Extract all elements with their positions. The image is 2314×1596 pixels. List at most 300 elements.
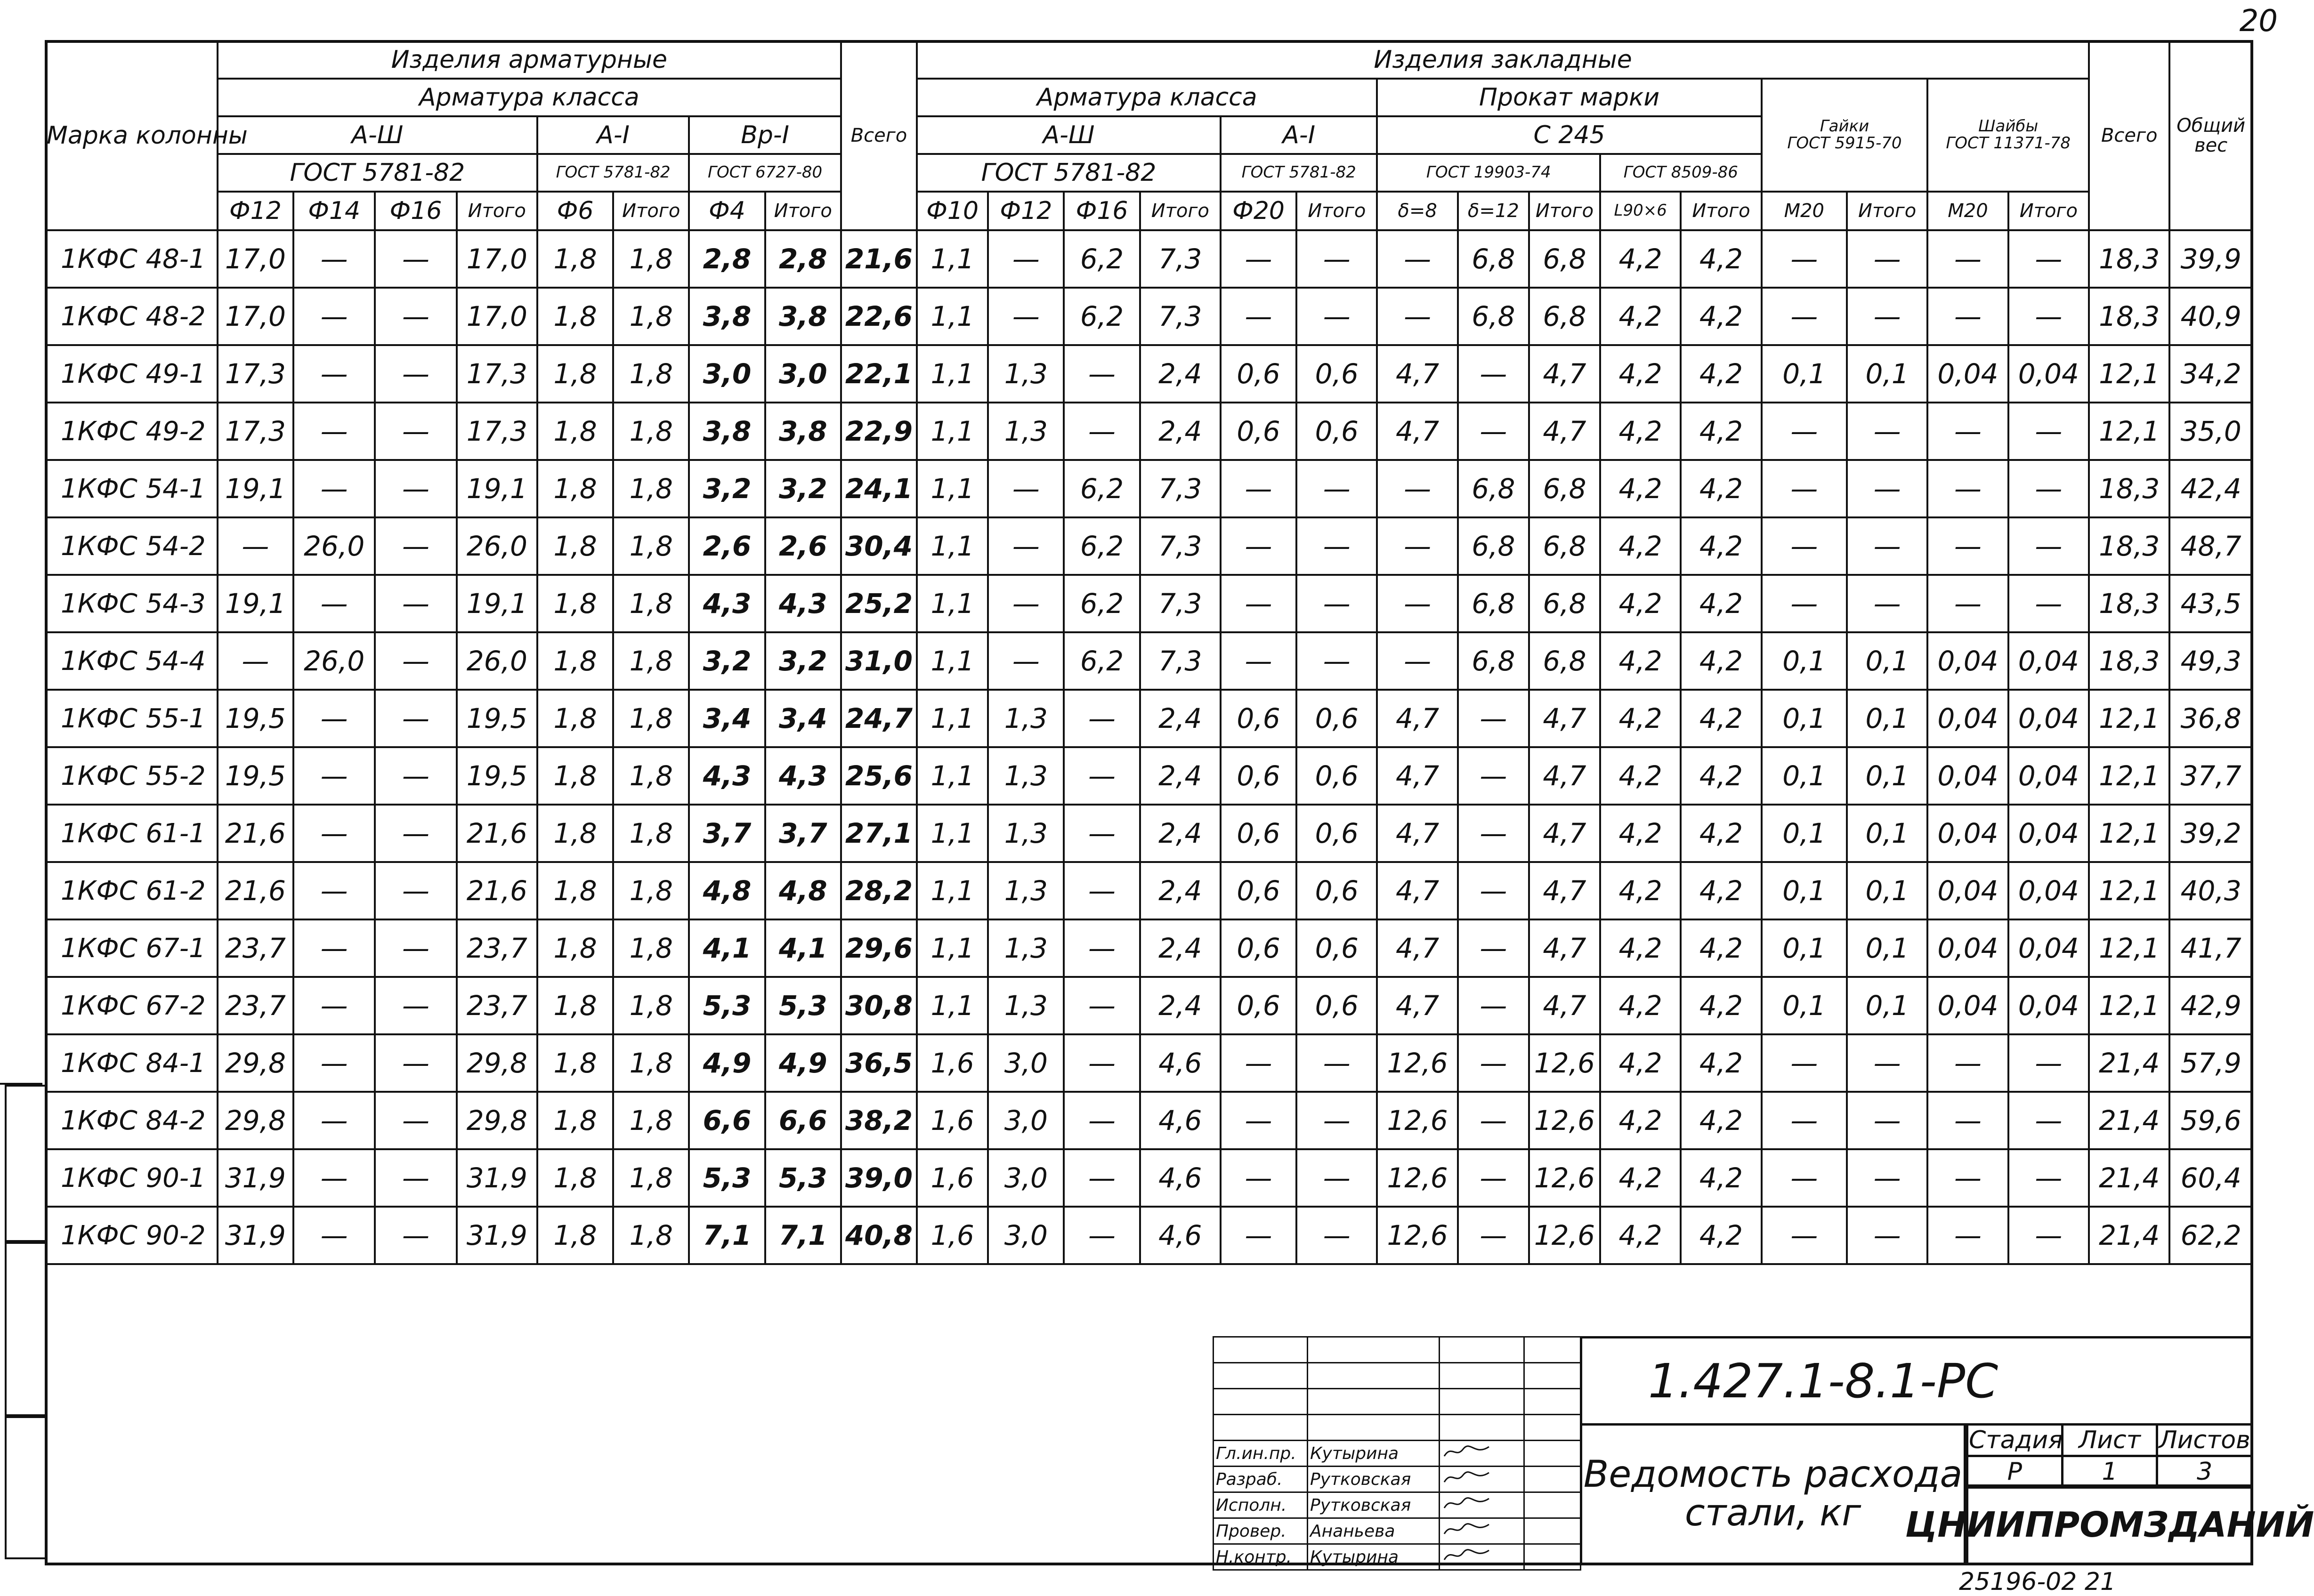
header-angle: L90×6	[1600, 192, 1681, 230]
table-cell: 4,8	[765, 862, 841, 919]
table-cell: —	[293, 345, 375, 403]
table-cell: 1,3	[988, 345, 1064, 403]
table-cell: 2,4	[1140, 862, 1221, 919]
table-cell: 17,0	[218, 230, 293, 288]
table-cell: 1,1	[917, 805, 988, 862]
table-row	[46, 690, 2252, 747]
table-cell: 2,4	[1140, 805, 1221, 862]
table-cell: 4,2	[1681, 403, 1761, 460]
bottom-code: 25196-02 21	[1959, 1568, 2116, 1596]
table-cell: 3,0	[689, 345, 765, 403]
table-cell: 24,1	[841, 460, 917, 517]
table-cell: 26,0	[457, 632, 537, 690]
table-cell: 1,8	[613, 517, 689, 575]
table-cell: 26,0	[293, 517, 375, 575]
document-title-line1: Ведомость расхода	[1583, 1453, 1963, 1496]
table-cell: —	[988, 575, 1064, 632]
table-cell: 0,04	[1927, 690, 2008, 747]
date-cell	[1524, 1492, 1581, 1518]
table-cell: —	[293, 230, 375, 288]
table-cell: —	[375, 805, 456, 862]
table-cell: 0,1	[1847, 862, 1927, 919]
table-cell: 26,0	[293, 632, 375, 690]
table-cell: —	[375, 288, 456, 345]
header-itogo-bp1: Итого	[765, 192, 841, 230]
table-cell: 1,3	[988, 747, 1064, 805]
table-cell: 21,6	[218, 805, 293, 862]
table-cell: 4,2	[1600, 977, 1681, 1034]
table-cell: 4,7	[1529, 805, 1600, 862]
table-cell: —	[2008, 1034, 2089, 1092]
table-cell: 23,7	[457, 919, 537, 977]
table-cell: 4,7	[1529, 403, 1600, 460]
header-nuts	[1762, 79, 1928, 192]
table-cell: 0,1	[1762, 919, 1847, 977]
table-cell: —	[293, 1207, 375, 1264]
table-cell: 3,7	[765, 805, 841, 862]
table-cell: 34,2	[2169, 345, 2252, 403]
table-cell: 0,1	[1762, 690, 1847, 747]
table-cell: 12,6	[1529, 1149, 1600, 1207]
header-embedded-products: Изделия закладные	[917, 41, 2089, 79]
table-cell: 19,5	[218, 690, 293, 747]
table-cell: —	[1847, 1092, 1927, 1149]
table-cell: 1,8	[613, 862, 689, 919]
header-itogo-angle: Итого	[1681, 192, 1761, 230]
header-phi4: Ф4	[689, 192, 765, 230]
table-cell: 30,4	[841, 517, 917, 575]
table-cell: 39,2	[2169, 805, 2252, 862]
table-cell: 12,1	[2089, 403, 2169, 460]
binding-box-1	[5, 1085, 45, 1244]
table-cell: 12,6	[1377, 1149, 1457, 1207]
signature	[1440, 1467, 1524, 1492]
table-cell: 4,7	[1377, 747, 1457, 805]
table-cell: 3,2	[689, 460, 765, 517]
table-cell: 1,8	[537, 1092, 613, 1149]
table-cell: —	[1847, 1034, 1927, 1092]
table-cell: —	[1458, 403, 1529, 460]
table-cell: 3,0	[988, 1034, 1064, 1092]
table-cell: 4,7	[1377, 919, 1457, 977]
table-cell: —	[293, 977, 375, 1034]
table-cell: —	[1064, 805, 1140, 862]
table-cell: 3,2	[765, 460, 841, 517]
table-cell: 25,6	[841, 747, 917, 805]
header-emb-gost-5781-short: ГОСТ 5781-82	[1221, 154, 1377, 192]
table-cell: 3,0	[988, 1092, 1064, 1149]
table-cell: 0,6	[1296, 805, 1377, 862]
table-cell: —	[293, 575, 375, 632]
table-cell: 4,7	[1529, 919, 1600, 977]
table-cell: —	[1927, 460, 2008, 517]
table-cell: —	[1762, 460, 1847, 517]
column-mark-cell: 1КФС 49-1	[46, 345, 218, 403]
table-cell: 12,1	[2089, 690, 2169, 747]
table-cell: 1,8	[537, 862, 613, 919]
table-cell: —	[2008, 1092, 2089, 1149]
table-cell: 1,8	[613, 230, 689, 288]
table-cell: 25,2	[841, 575, 917, 632]
staff-name: Рутковская	[1308, 1467, 1440, 1492]
table-cell: 6,8	[1458, 230, 1529, 288]
table-cell: 12,6	[1377, 1207, 1457, 1264]
table-cell: 0,04	[1927, 345, 2008, 403]
table-cell: 12,6	[1377, 1092, 1457, 1149]
table-cell: 1,3	[988, 690, 1064, 747]
table-cell: 0,04	[2008, 747, 2089, 805]
table-cell: 1,1	[917, 690, 988, 747]
table-cell: —	[375, 403, 456, 460]
table-cell: 18,3	[2089, 230, 2169, 288]
table-cell: 6,8	[1458, 517, 1529, 575]
table-cell: 28,2	[841, 862, 917, 919]
table-cell: 0,04	[2008, 345, 2089, 403]
table-cell: 2,4	[1140, 977, 1221, 1034]
column-mark-cell: 1КФС 55-1	[46, 690, 218, 747]
header-phi12: Ф12	[218, 192, 293, 230]
table-cell: 29,8	[218, 1092, 293, 1149]
table-row	[46, 1207, 2252, 1264]
table-cell: —	[293, 862, 375, 919]
table-cell: 26,0	[457, 517, 537, 575]
table-cell: 1,1	[917, 575, 988, 632]
table-cell: 0,04	[2008, 805, 2089, 862]
table-cell: —	[1221, 632, 1296, 690]
binding-box-2	[5, 1240, 45, 1418]
table-cell: 22,6	[841, 288, 917, 345]
table-cell: 59,6	[2169, 1092, 2252, 1149]
sheet-value: 1	[2062, 1456, 2157, 1488]
table-cell: 2,4	[1140, 345, 1221, 403]
table-cell: 40,9	[2169, 288, 2252, 345]
table-cell: 2,8	[689, 230, 765, 288]
table-cell: 7,3	[1140, 230, 1221, 288]
table-cell: 4,2	[1600, 1149, 1681, 1207]
table-cell: —	[293, 1092, 375, 1149]
table-cell: 1,8	[613, 805, 689, 862]
table-cell: 1,1	[917, 919, 988, 977]
header-mark: Марка колонны	[46, 41, 218, 230]
nuts-label: Гайки	[1820, 117, 1869, 136]
table-cell: 7,1	[765, 1207, 841, 1264]
header-c245: С 245	[1377, 116, 1761, 154]
table-cell: 0,1	[1847, 977, 1927, 1034]
table-cell: 1,8	[613, 288, 689, 345]
table-cell: 1,8	[613, 690, 689, 747]
table-cell: 0,04	[1927, 632, 2008, 690]
staff-name: Кутырина	[1308, 1441, 1440, 1467]
table-cell: 1,8	[537, 575, 613, 632]
table-cell: 4,2	[1681, 1092, 1761, 1149]
table-cell: 4,7	[1377, 403, 1457, 460]
table-cell: —	[1377, 230, 1457, 288]
column-mark-cell: 1КФС 55-2	[46, 747, 218, 805]
table-cell: 39,9	[2169, 230, 2252, 288]
table-cell: —	[1064, 977, 1140, 1034]
table-cell: 29,6	[841, 919, 917, 977]
table-cell: —	[1927, 517, 2008, 575]
table-cell: —	[375, 690, 456, 747]
table-cell: —	[1458, 1207, 1529, 1264]
table-cell: 6,6	[765, 1092, 841, 1149]
table-cell: 1,8	[613, 1034, 689, 1092]
table-cell: 31,0	[841, 632, 917, 690]
table-cell: 2,8	[765, 230, 841, 288]
table-cell: 2,4	[1140, 403, 1221, 460]
table-cell: 1,1	[917, 747, 988, 805]
table-cell: —	[1296, 575, 1377, 632]
table-cell: —	[375, 747, 456, 805]
signature	[1440, 1518, 1524, 1544]
table-cell: —	[988, 632, 1064, 690]
table-cell: 0,04	[1927, 919, 2008, 977]
table-cell: 19,5	[457, 690, 537, 747]
date-cell	[1524, 1467, 1581, 1492]
table-cell: —	[1927, 575, 2008, 632]
header-emb-gost-5781: ГОСТ 5781-82	[917, 154, 1221, 192]
table-cell: —	[293, 1034, 375, 1092]
table-cell: 4,2	[1600, 230, 1681, 288]
table-cell: 0,6	[1221, 977, 1296, 1034]
table-cell: 38,2	[841, 1092, 917, 1149]
table-cell: 22,1	[841, 345, 917, 403]
date-cell	[1524, 1518, 1581, 1544]
table-cell: 1,1	[917, 345, 988, 403]
table-row	[46, 747, 2252, 805]
table-cell: 21,6	[457, 805, 537, 862]
header-phi10: Ф10	[917, 192, 988, 230]
table-cell: —	[1064, 1034, 1140, 1092]
table-cell: 18,3	[2089, 460, 2169, 517]
table-cell: 4,2	[1681, 345, 1761, 403]
table-cell: 6,8	[1458, 632, 1529, 690]
table-cell: —	[1221, 1149, 1296, 1207]
header-rebar-class: Арматура класса	[218, 79, 841, 116]
table-cell: —	[1377, 288, 1457, 345]
table-cell: 1,6	[917, 1034, 988, 1092]
table-cell: —	[1064, 862, 1140, 919]
table-cell: 3,2	[765, 632, 841, 690]
table-cell: 62,2	[2169, 1207, 2252, 1264]
table-cell: 17,3	[457, 345, 537, 403]
column-mark-cell: 1КФС 54-1	[46, 460, 218, 517]
table-cell: 4,7	[1529, 690, 1600, 747]
table-cell: 3,0	[765, 345, 841, 403]
table-cell: 4,7	[1377, 805, 1457, 862]
table-cell: 21,4	[2089, 1149, 2169, 1207]
header-gost-5781-short: ГОСТ 5781-82	[537, 154, 689, 192]
table-cell: —	[1377, 517, 1457, 575]
table-cell: 17,3	[457, 403, 537, 460]
table-cell: 5,3	[689, 1149, 765, 1207]
binding-strip	[0, 1083, 42, 1556]
table-cell: 6,2	[1064, 230, 1140, 288]
table-cell: 1,1	[917, 230, 988, 288]
table-cell: 6,8	[1529, 632, 1600, 690]
table-cell: 0,6	[1296, 747, 1377, 805]
table-cell: 4,3	[689, 575, 765, 632]
table-cell: 6,8	[1529, 517, 1600, 575]
table-cell: 4,2	[1600, 862, 1681, 919]
table-cell: 4,6	[1140, 1207, 1221, 1264]
table-cell: 4,2	[1681, 230, 1761, 288]
title-block	[1213, 1336, 2314, 1567]
header-a3: А-Ш	[218, 116, 537, 154]
table-cell: —	[1064, 345, 1140, 403]
table-cell: 4,2	[1600, 1092, 1681, 1149]
table-cell: 6,8	[1529, 460, 1600, 517]
signature-stamp	[1213, 1336, 1581, 1571]
table-cell: 5,3	[689, 977, 765, 1034]
table-cell: 6,8	[1458, 575, 1529, 632]
table-cell: —	[218, 517, 293, 575]
table-cell: 4,7	[1377, 977, 1457, 1034]
table-cell: 1,8	[613, 747, 689, 805]
signature	[1440, 1544, 1524, 1570]
table-cell: —	[1458, 862, 1529, 919]
table-cell: 31,9	[218, 1207, 293, 1264]
table-cell: 0,6	[1221, 919, 1296, 977]
table-cell: 4,8	[689, 862, 765, 919]
table-cell: 0,6	[1221, 862, 1296, 919]
header-d8: δ=8	[1377, 192, 1457, 230]
table-cell: 12,6	[1529, 1034, 1600, 1092]
page-number: 20	[2239, 4, 2278, 39]
table-row	[46, 288, 2252, 345]
table-cell: —	[293, 805, 375, 862]
table-cell: —	[293, 919, 375, 977]
table-cell: 6,8	[1458, 288, 1529, 345]
table-cell: —	[1927, 403, 2008, 460]
table-cell: 49,3	[2169, 632, 2252, 690]
table-row	[46, 919, 2252, 977]
table-cell: —	[293, 1149, 375, 1207]
table-cell: 0,04	[1927, 747, 2008, 805]
header-gost-8509: ГОСТ 8509-86	[1600, 154, 1762, 192]
table-cell: 1,1	[917, 632, 988, 690]
table-cell: 12,6	[1529, 1092, 1600, 1149]
table-cell: 7,3	[1140, 460, 1221, 517]
table-cell: —	[1064, 747, 1140, 805]
table-cell: —	[1762, 1092, 1847, 1149]
table-cell: —	[1296, 632, 1377, 690]
table-cell: —	[988, 517, 1064, 575]
table-cell: 3,8	[765, 288, 841, 345]
date-cell	[1524, 1544, 1581, 1570]
stage-label: Стадия	[1967, 1425, 2063, 1456]
table-cell: 0,1	[1847, 919, 1927, 977]
table-cell: 31,9	[457, 1149, 537, 1207]
table-cell: 4,9	[765, 1034, 841, 1092]
table-cell: 12,1	[2089, 977, 2169, 1034]
table-cell: 19,1	[457, 575, 537, 632]
table-cell: 4,2	[1681, 1149, 1761, 1207]
table-cell: 42,4	[2169, 460, 2252, 517]
column-mark-cell: 1КФС 84-1	[46, 1034, 218, 1092]
table-cell: —	[375, 575, 456, 632]
table-cell: 1,1	[917, 403, 988, 460]
washers-label: Шайбы	[1978, 117, 2039, 136]
table-cell: 3,0	[988, 1207, 1064, 1264]
header-a1: А-I	[537, 116, 689, 154]
header-itogo-plate: Итого	[1529, 192, 1600, 230]
table-cell: 3,2	[689, 632, 765, 690]
table-cell: —	[2008, 1149, 2089, 1207]
table-cell: —	[1927, 1034, 2008, 1092]
table-cell: 1,8	[537, 1149, 613, 1207]
table-cell: 2,4	[1140, 919, 1221, 977]
table-cell: 1,6	[917, 1207, 988, 1264]
table-cell: —	[1296, 230, 1377, 288]
table-cell: —	[1458, 747, 1529, 805]
table-cell: —	[1221, 575, 1296, 632]
table-cell: 4,2	[1681, 575, 1761, 632]
column-mark-cell: 1КФС 54-4	[46, 632, 218, 690]
table-cell: —	[2008, 403, 2089, 460]
table-cell: 1,8	[613, 575, 689, 632]
table-cell: 4,3	[765, 575, 841, 632]
table-cell: —	[375, 919, 456, 977]
table-cell: 4,2	[1681, 747, 1761, 805]
table-cell: 5,3	[765, 1149, 841, 1207]
table-cell: 17,0	[218, 288, 293, 345]
table-cell: —	[988, 230, 1064, 288]
table-cell: 3,8	[689, 403, 765, 460]
table-cell: 2,4	[1140, 747, 1221, 805]
table-cell: 0,6	[1221, 805, 1296, 862]
table-cell: —	[293, 460, 375, 517]
table-cell: —	[1064, 919, 1140, 977]
table-cell: —	[1064, 1149, 1140, 1207]
table-cell: 29,8	[457, 1034, 537, 1092]
sheet-label: Лист	[2062, 1425, 2157, 1456]
table-cell: 0,6	[1221, 403, 1296, 460]
header-phi16: Ф16	[375, 192, 456, 230]
table-cell: 18,3	[2089, 288, 2169, 345]
table-cell: 1,8	[537, 517, 613, 575]
table-cell: 4,2	[1600, 345, 1681, 403]
header-itogo-emb-a1: Итого	[1296, 192, 1377, 230]
table-cell: 37,7	[2169, 747, 2252, 805]
table-cell: 4,2	[1600, 919, 1681, 977]
table-cell: 7,3	[1140, 517, 1221, 575]
steel-consumption-table	[45, 40, 2253, 1265]
staff-name: Кутырина	[1308, 1544, 1440, 1570]
table-cell: —	[1847, 288, 1927, 345]
table-cell: 18,3	[2089, 632, 2169, 690]
column-mark-cell: 1КФС 90-1	[46, 1149, 218, 1207]
table-cell: 0,1	[1762, 632, 1847, 690]
table-cell: 4,7	[1529, 862, 1600, 919]
table-cell: 4,2	[1600, 403, 1681, 460]
header-emb-rebar-class: Арматура класса	[917, 79, 1377, 116]
table-cell: 6,2	[1064, 460, 1140, 517]
table-cell: 4,2	[1600, 1207, 1681, 1264]
table-cell: —	[1296, 1034, 1377, 1092]
table-cell: 6,6	[689, 1092, 765, 1149]
table-cell: 31,9	[457, 1207, 537, 1264]
table-cell: 6,2	[1064, 517, 1140, 575]
table-cell: 0,6	[1296, 345, 1377, 403]
header-d12: δ=12	[1458, 192, 1529, 230]
column-mark-cell: 1КФС 54-2	[46, 517, 218, 575]
table-cell: —	[1847, 230, 1927, 288]
table-cell: 4,9	[689, 1034, 765, 1092]
table-cell: 4,6	[1140, 1092, 1221, 1149]
table-cell: 17,3	[218, 345, 293, 403]
table-cell: —	[1377, 575, 1457, 632]
